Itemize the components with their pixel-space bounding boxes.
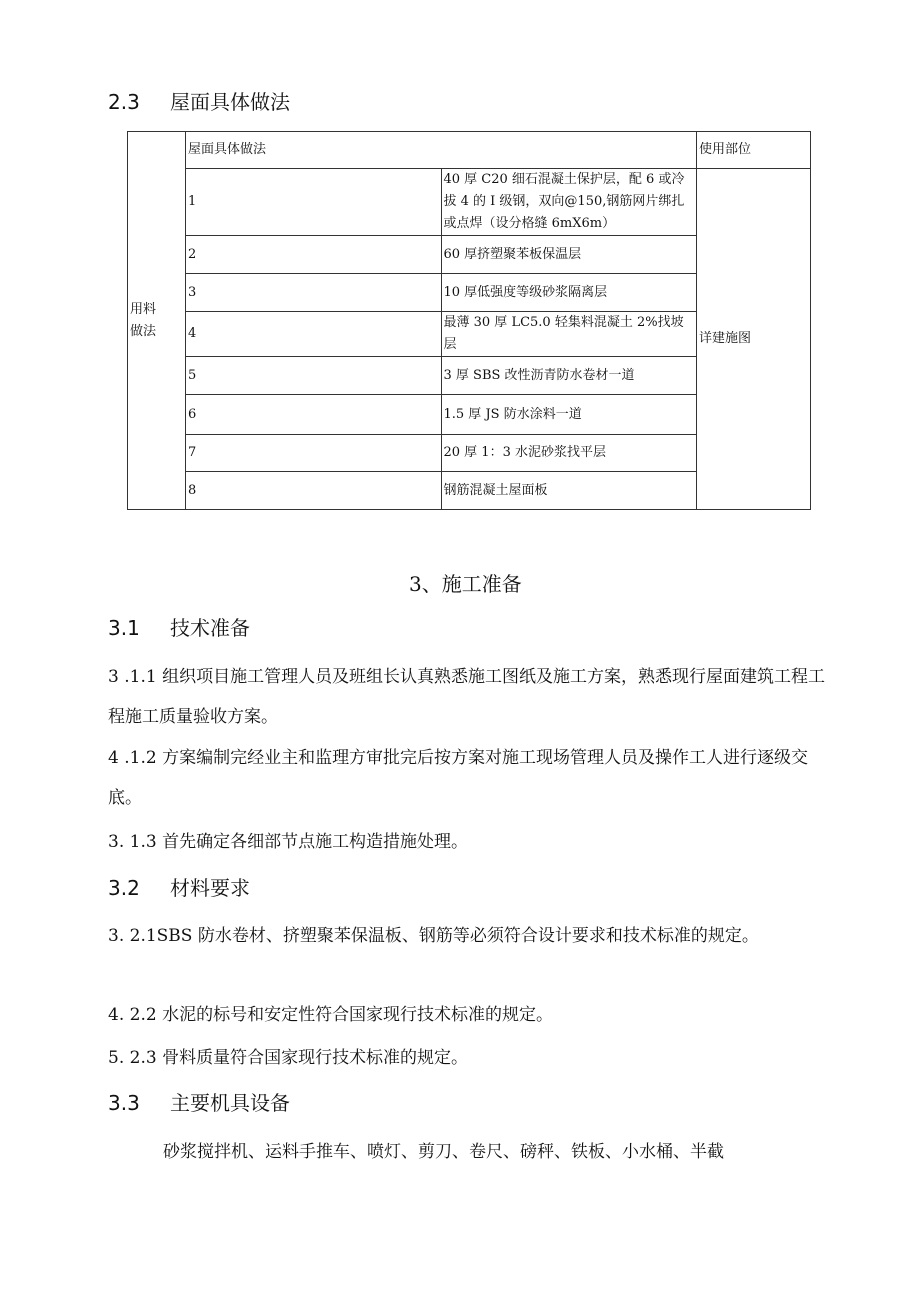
section-3-3-heading	[108, 1087, 290, 1116]
side-label-line-1: 用料	[130, 301, 157, 317]
paragraph-3-1-1: 3 .1.1 组织项目施工管理人员及班组长认真熟悉施工图纸及施工方案，熟悉现行屋面建筑工程工程施工质量验收方案。	[108, 667, 826, 727]
row-number: 3	[186, 274, 442, 312]
paragraph-3-3: 砂浆搅拌机、运料手推车、喷灯、剪刀、卷尺、磅秤、铁板、小水桶、半截	[163, 1142, 724, 1162]
usage-value: 详建施图	[697, 169, 811, 510]
section-title: 材料要求	[170, 876, 250, 900]
paragraph-3-2-3: 5. 2.3 骨料质量符合国家现行技术标准的规定。	[108, 1048, 469, 1068]
section-2-3-heading	[108, 86, 290, 115]
row-text: 20 厚 1：3 水泥砂浆找平层	[441, 435, 697, 472]
paragraph-3-1-2: 4 .1.2 方案编制完经业主和监理方审批完后按方案对施工现场管理人员及操作工人进行逐级交底。	[108, 748, 809, 808]
row-number: 2	[186, 236, 442, 274]
section-number: 3.2	[108, 876, 140, 900]
row-text: 钢筋混凝土屋面板	[441, 472, 697, 510]
section-number: 3.1	[108, 616, 140, 640]
paragraph-3-2-1: 3. 2.1SBS 防水卷材、挤塑聚苯保温板、钢筋等必须符合设计要求和技术标准的规定。	[108, 926, 759, 946]
row-text: 40 厚 C20 细石混凝土保护层，配 6 或冷拔 4 的 I 级钢，双向@150,钢筋网片绑扎或点焊（设分格缝 6mX6m）	[441, 169, 697, 236]
side-label-line-2: 做法	[130, 323, 157, 339]
roof-spec-table	[127, 131, 811, 510]
paragraph-3-2-2: 4. 2.2 水泥的标号和安定性符合国家现行技术标准的规定。	[108, 1005, 554, 1025]
section-3-1-heading	[108, 612, 250, 641]
header-method: 屋面具体做法	[186, 132, 697, 169]
row-number: 6	[186, 395, 442, 435]
table-row	[128, 169, 811, 236]
row-text: 60 厚挤塑聚苯板保温层	[441, 236, 697, 274]
side-label-cell	[128, 132, 186, 510]
header-usage: 使用部位	[697, 132, 811, 169]
row-number: 5	[186, 357, 442, 395]
row-number: 4	[186, 312, 442, 357]
row-number: 7	[186, 435, 442, 472]
section-3-2-heading	[108, 872, 250, 901]
paragraph-3-1-3: 3. 1.3 首先确定各细部节点施工构造措施处理。	[108, 832, 469, 852]
section-title: 屋面具体做法	[170, 90, 290, 114]
row-text: 最薄 30 厚 LC5.0 轻集料混凝土 2%找坡层	[441, 312, 697, 357]
row-text: 3 厚 SBS 改性沥青防水卷材一道	[441, 357, 697, 395]
row-number: 1	[186, 169, 442, 236]
row-text: 10 厚低强度等级砂浆隔离层	[441, 274, 697, 312]
section-number: 2.3	[108, 90, 140, 114]
section-title: 技术准备	[170, 616, 250, 640]
row-number: 8	[186, 472, 442, 510]
section-title: 主要机具设备	[170, 1091, 290, 1115]
row-text: 1.5 厚 JS 防水涂料一道	[441, 395, 697, 435]
chapter-3-title: 3、施工准备	[409, 572, 522, 596]
section-number: 3.3	[108, 1091, 140, 1115]
